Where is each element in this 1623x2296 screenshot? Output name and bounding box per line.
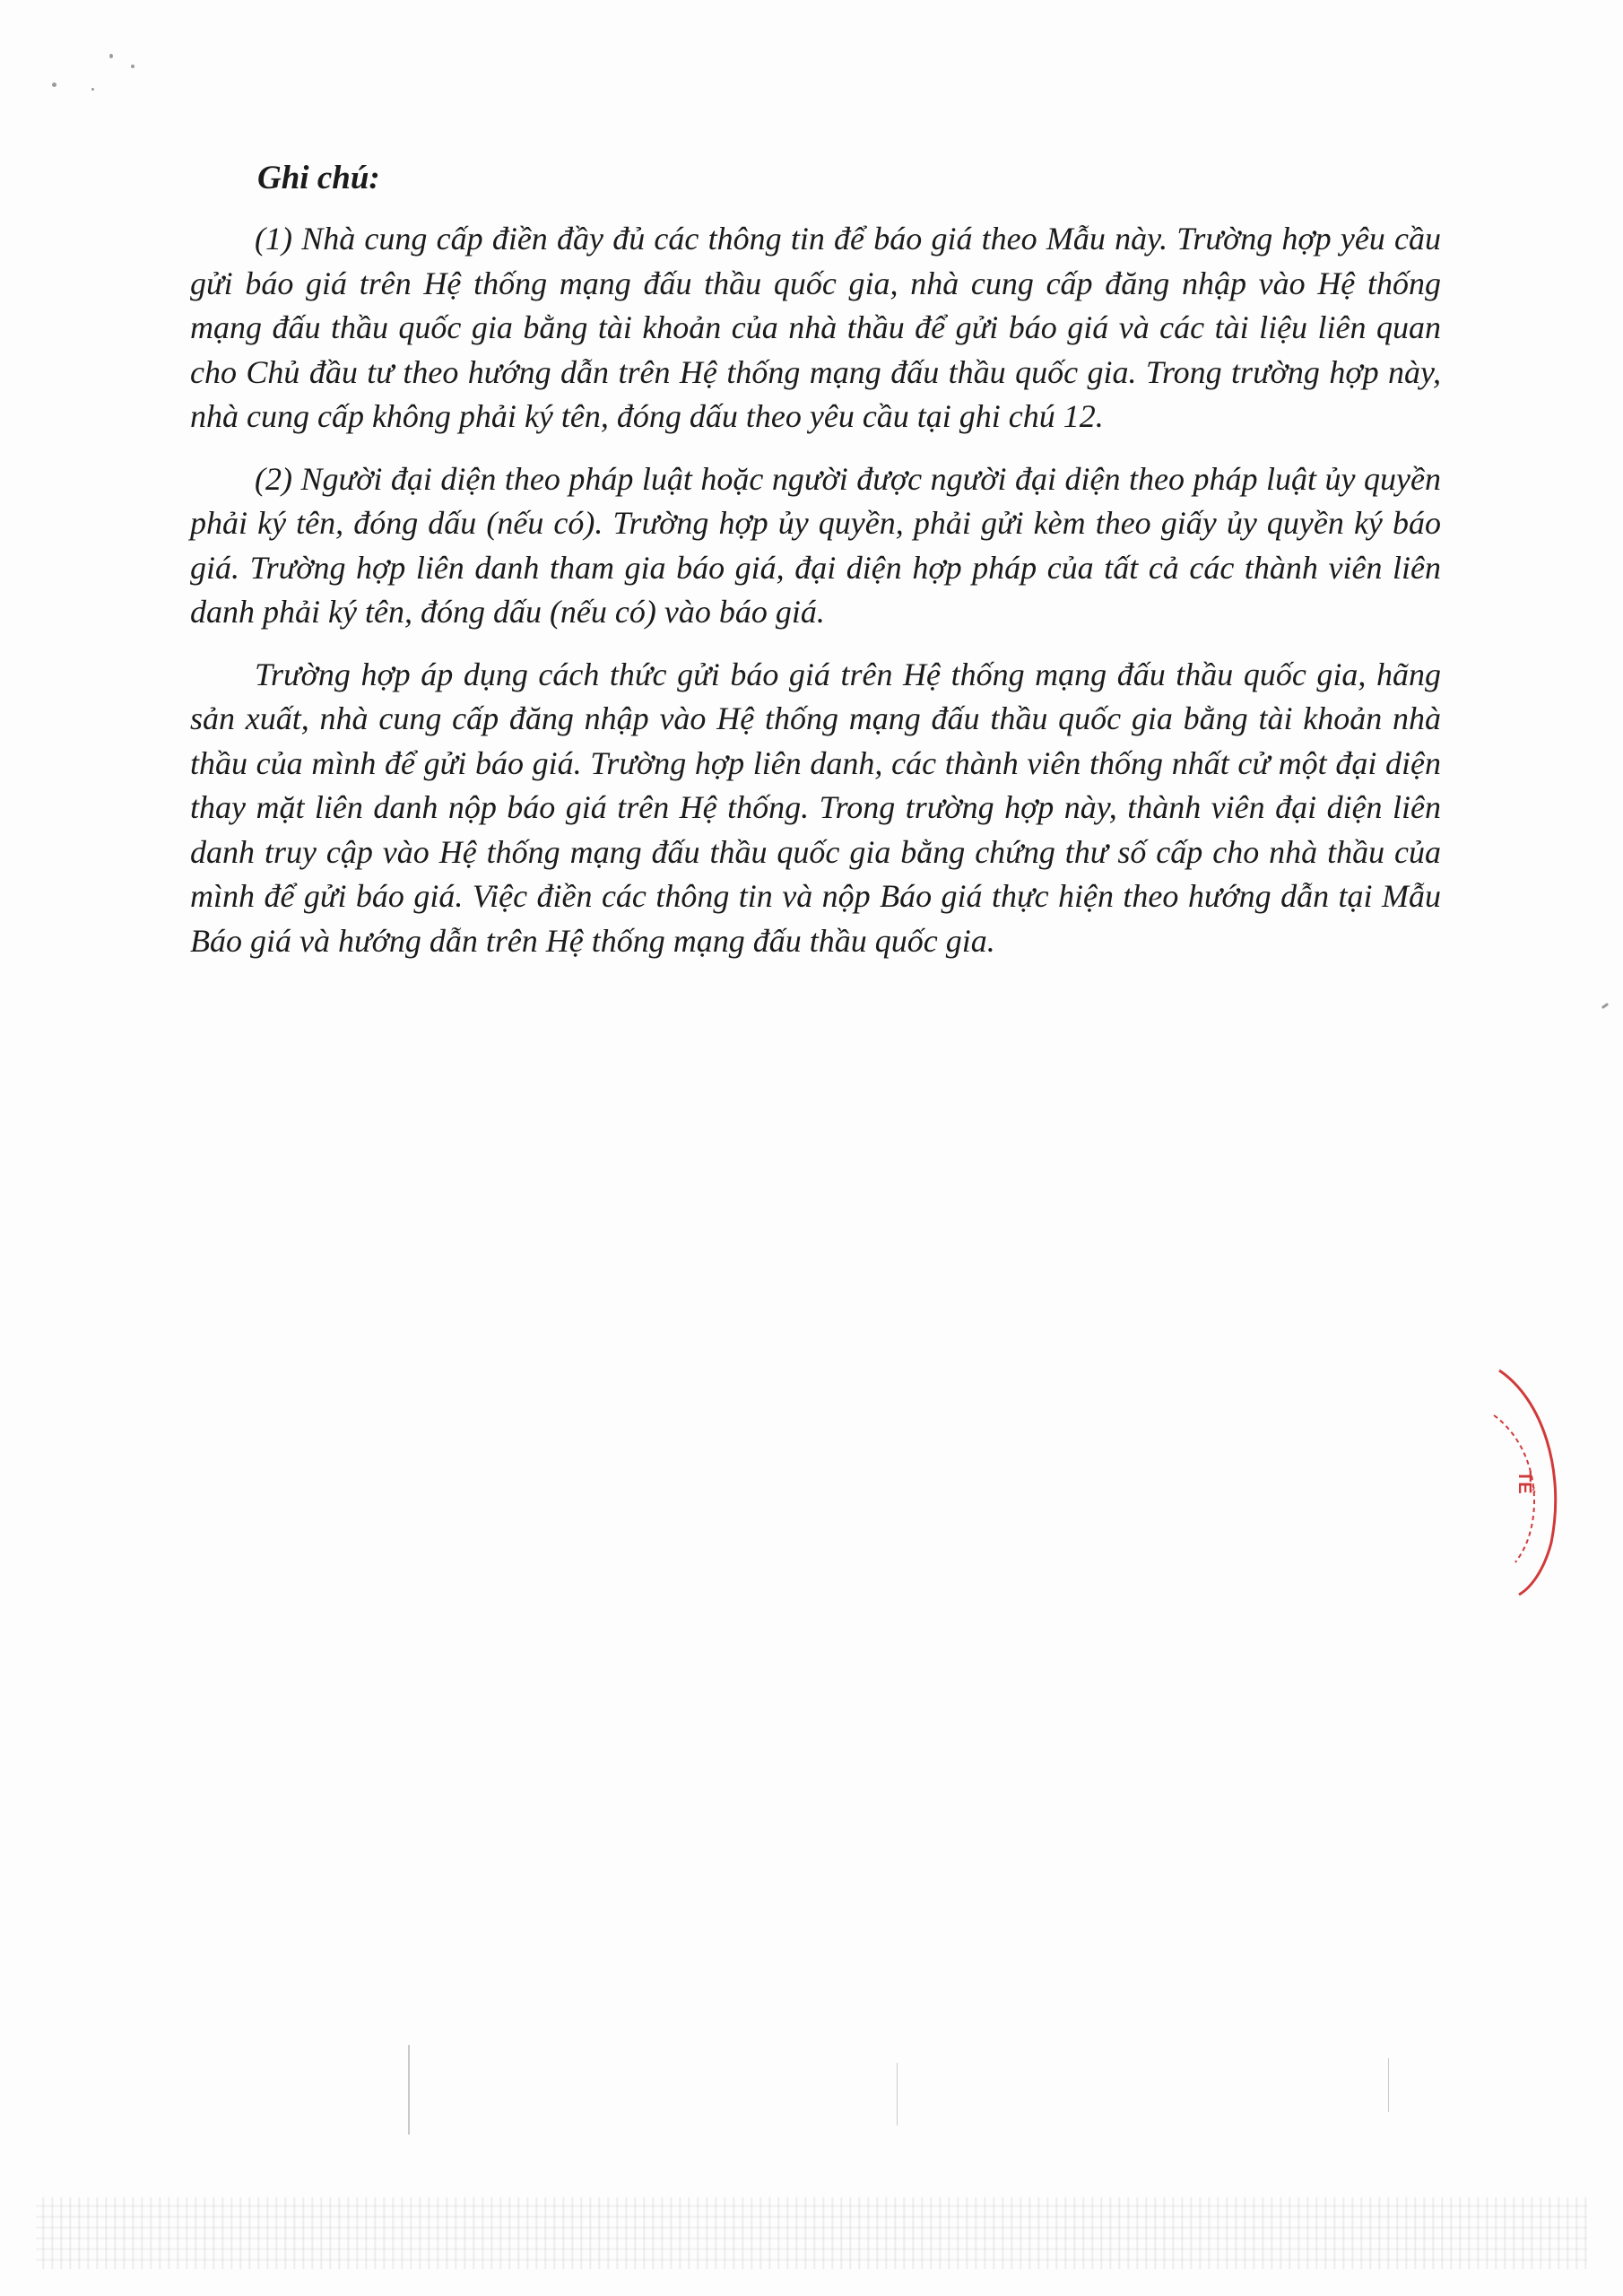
scan-speck xyxy=(1601,1003,1609,1009)
scan-line xyxy=(408,2045,410,2135)
stamp-text: TẾ xyxy=(1515,1471,1534,1494)
note-paragraph-3: Trường hợp áp dụng cách thức gửi báo giá trên Hệ thống mạng đấu thầu quốc gia, hãng sản xuất, nhà cung cấp đăng nhập vào Hệ thống mạng đấu thầu quốc gia bằng tài khoản nhà thầu của mình để gửi báo giá. Trường hợp liên danh, các thành viên thống nhất cử một đại diện thay mặt liên danh nộp báo giá trên Hệ thống. Trong trường hợp này, thành viên đại diện liên danh truy cập vào Hệ thống mạng đấu thầu quốc gia bằng chứng thư số cấp cho nhà thầu của mình để gửi báo giá. Việc điền các thông tin và nộp Báo giá thực hiện theo hướng dẫn tại Mẫu Báo giá và hướng dẫn trên Hệ thống mạng đấu thầu quốc gia. xyxy=(190,656,1441,959)
note-paragraph-2: (2) Người đại diện theo pháp luật hoặc người được người đại diện theo pháp luật ủy quyền phải ký tên, đóng dấu (nếu có). Trường hợp ủy quyền, phải gửi kèm theo giấy ủy quyền ký báo giá. Trường hợp liên danh tham gia báo giá, đại diện hợp pháp của tất cả các thành viên liên danh phải ký tên, đóng dấu (nếu có) vào báo giá. xyxy=(190,460,1441,630)
scan-speck xyxy=(52,83,56,87)
scan-speck xyxy=(131,65,135,68)
partial-red-stamp xyxy=(1488,1363,1569,1596)
scan-line xyxy=(1388,2058,1389,2112)
notes-section xyxy=(190,158,1441,981)
scan-speck xyxy=(91,88,94,91)
scan-noise-band xyxy=(36,2197,1587,2269)
scan-line xyxy=(897,2063,898,2126)
scan-speck xyxy=(109,54,113,58)
note-paragraph-1: (1) Nhà cung cấp điền đầy đủ các thông tin để báo giá theo Mẫu này. Trường hợp yêu cầu gửi báo giá trên Hệ thống mạng đấu thầu quốc gia, nhà cung cấp đăng nhập vào Hệ thống mạng đấu thầu quốc gia bằng tài khoản của nhà thầu để gửi báo giá và các tài liệu liên quan cho Chủ đầu tư theo hướng dẫn trên Hệ thống mạng đấu thầu quốc gia. Trong trường hợp này, nhà cung cấp không phải ký tên, đóng dấu theo yêu cầu tại ghi chú 12. xyxy=(190,221,1441,434)
notes-heading: Ghi chú: xyxy=(257,160,380,196)
